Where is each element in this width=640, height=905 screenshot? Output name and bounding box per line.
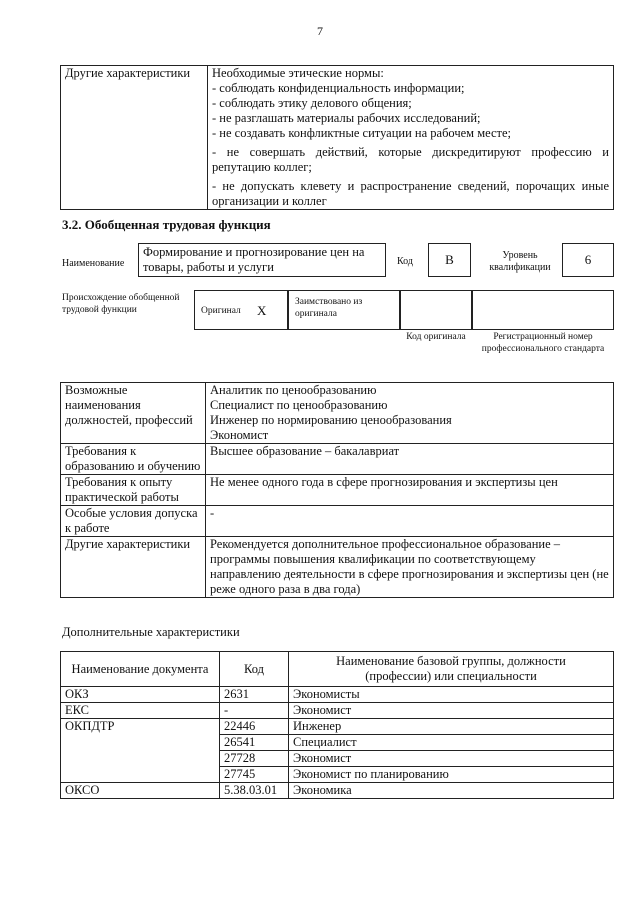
original-label: Оригинал xyxy=(201,306,241,316)
qualification-level-box: 6 xyxy=(562,243,614,277)
detail-value: Рекомендуется дополнительное профессиональное образование – программы повышения квалификации по соответствующему направлению деятельности в сфере прогнозирования и экспертизы цен (не реже одного раза в два года) xyxy=(206,537,614,598)
doc-cell: ЕКС xyxy=(61,703,220,719)
name-cell: Экономика xyxy=(289,783,614,799)
original-code-cell xyxy=(400,290,472,330)
code-label: Код xyxy=(397,256,413,267)
table-row xyxy=(61,719,614,735)
name-cell: Экономисты xyxy=(289,687,614,703)
table-row xyxy=(61,687,614,703)
ethics-line: - соблюдать этику делового общения; xyxy=(212,96,412,110)
name-cell: Экономист по планированию xyxy=(289,767,614,783)
detail-label: Особые условия допуска к работе xyxy=(61,506,206,537)
header-code: Код xyxy=(220,652,289,687)
other-characteristics-label: Другие характеристики xyxy=(61,66,208,210)
ethics-line: - не допускать клевету и распространение сведений, порочащих иные организации и коллег xyxy=(212,179,609,208)
code-cell: 5.38.03.01 xyxy=(220,783,289,799)
code-cell: 2631 xyxy=(220,687,289,703)
doc-cell: ОКЗ xyxy=(61,687,220,703)
table-row xyxy=(61,444,614,475)
position-name: Специалист по ценообразованию xyxy=(210,398,388,412)
section-title: 3.2. Обобщенная трудовая функция xyxy=(62,217,271,232)
code-cell: 27745 xyxy=(220,767,289,783)
ethics-line: - не разглашать материалы рабочих исследований; xyxy=(212,111,481,125)
header-name: Наименование базовой группы, должности (профессии) или специальности xyxy=(289,652,614,687)
code-cell: 27728 xyxy=(220,751,289,767)
ethics-line: - не совершать действий, которые дискредитируют профессию и репутацию коллег; xyxy=(212,145,609,174)
table-row xyxy=(61,383,614,444)
ethics-norms-cell xyxy=(208,66,614,210)
level-label: Уровень квалификации xyxy=(489,250,551,273)
table-row xyxy=(61,703,614,719)
header-row xyxy=(61,652,614,687)
detail-value: Высшее образование – бакалавриат xyxy=(206,444,614,475)
table-row xyxy=(61,475,614,506)
name-cell: Экономист xyxy=(289,703,614,719)
table-row xyxy=(61,783,614,799)
additional-characteristics-table xyxy=(60,651,614,799)
original-cell xyxy=(194,290,288,330)
code-cell: 22446 xyxy=(220,719,289,735)
doc-cell: ОКСО xyxy=(61,783,220,799)
code-cell: 26541 xyxy=(220,735,289,751)
position-name: Экономист xyxy=(210,428,269,442)
position-name: Инженер по нормированию ценообразования xyxy=(210,413,452,427)
function-name-box: Формирование и прогнозирование цен на товары, работы и услуги xyxy=(138,243,386,277)
detail-value: Не менее одного года в сфере прогнозирования и экспертизы цен xyxy=(206,475,614,506)
position-name: Аналитик по ценообразованию xyxy=(210,383,377,397)
detail-value: - xyxy=(206,506,614,537)
original-mark: X xyxy=(257,303,267,318)
additional-title: Дополнительные характеристики xyxy=(62,625,240,639)
header-document: Наименование документа xyxy=(61,652,220,687)
borrowed-cell: Заимствовано из оригинала xyxy=(288,290,400,330)
ethics-line: - не создавать конфликтные ситуации на рабочем месте; xyxy=(212,126,512,140)
ethics-line: - соблюдать конфиденциальность информации; xyxy=(212,81,465,95)
name-cell: Специалист xyxy=(289,735,614,751)
detail-label: Другие характеристики xyxy=(61,537,206,598)
function-details-table xyxy=(60,382,614,598)
name-cell: Экономист xyxy=(289,751,614,767)
detail-label: Возможные наименования должностей, профессий xyxy=(61,383,206,444)
function-code-box: В xyxy=(428,243,471,277)
detail-label: Требования к опыту практической работы xyxy=(61,475,206,506)
table-row xyxy=(61,506,614,537)
name-cell: Инженер xyxy=(289,719,614,735)
doc-cell: ОКПДТР xyxy=(61,719,220,783)
detail-value xyxy=(206,383,614,444)
code-cell: - xyxy=(220,703,289,719)
code-caption: Код оригинала xyxy=(406,332,466,342)
ethics-line: Необходимые этические нормы: xyxy=(212,66,384,80)
origin-label: Происхождение обобщенной трудовой функции xyxy=(62,293,180,315)
other-characteristics-table xyxy=(60,65,614,210)
table-row xyxy=(61,537,614,598)
page-number: 7 xyxy=(317,24,323,38)
registration-caption: Регистрационный номер профессионального стандарта xyxy=(481,332,605,354)
registration-number-cell xyxy=(472,290,614,330)
detail-label: Требования к образованию и обучению xyxy=(61,444,206,475)
name-label: Наименование xyxy=(62,258,125,269)
